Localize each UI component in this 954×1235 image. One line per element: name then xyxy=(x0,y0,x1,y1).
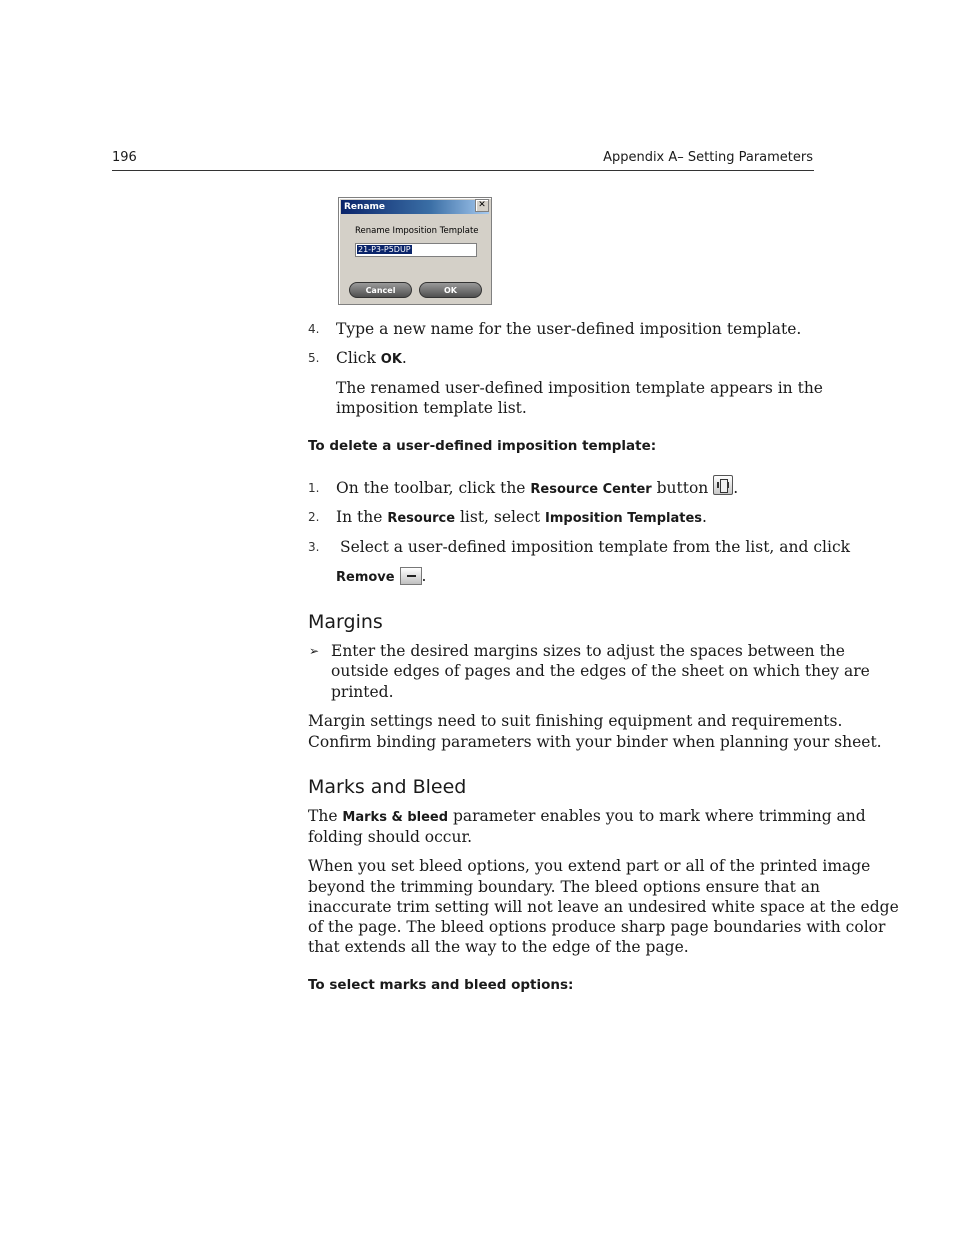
paragraph-line: that extends all the way to the edge of the page. xyxy=(308,938,689,956)
procedure-heading: To select marks and bleed options: xyxy=(308,977,574,993)
bullet-arrow-icon: ➢ xyxy=(309,644,320,658)
step-text-post: . xyxy=(401,349,407,367)
step-number: 4. xyxy=(308,322,320,336)
template-name-value: 21-P3-P5DUP xyxy=(358,245,411,254)
step-number: 3. xyxy=(308,540,320,554)
ui-term-ok: OK xyxy=(380,352,402,367)
paragraph-line: inaccurate trim setting will not leave an undesired white space at the edge xyxy=(308,898,899,916)
paragraph-line xyxy=(308,806,866,829)
section-heading-margins: Margins xyxy=(308,611,383,633)
paragraph-line: beyond the trimming boundary. The bleed options ensure that an xyxy=(308,878,821,896)
dialog-title: Rename xyxy=(341,200,489,214)
paragraph-line: Margin settings need to suit finishing equipment and requirements. xyxy=(308,712,843,730)
page-number: 196 xyxy=(112,150,137,165)
result-line: imposition template list. xyxy=(336,399,527,417)
ui-term-resource: Resource xyxy=(387,511,456,526)
step-text-mid: button xyxy=(651,479,709,497)
step-number: 5. xyxy=(308,351,320,365)
paragraph-line: Confirm binding parameters with your binder when planning your sheet. xyxy=(308,733,882,751)
section-heading-marks-and-bleed: Marks and Bleed xyxy=(308,776,467,798)
ui-term-marks-bleed: Marks & bleed xyxy=(342,810,449,825)
step-text-continuation xyxy=(336,566,426,589)
result-line: The renamed user-defined imposition template appears in the xyxy=(336,379,823,397)
ok-button[interactable]: OK xyxy=(419,282,482,298)
running-head: Appendix A– Setting Parameters xyxy=(603,150,813,165)
cancel-button[interactable]: Cancel xyxy=(349,282,412,298)
resource-center-icon xyxy=(713,475,733,495)
template-name-input[interactable] xyxy=(355,243,477,257)
step-text-mid: list, select xyxy=(455,508,546,526)
step-number: 2. xyxy=(308,510,320,524)
ui-term-remove: Remove xyxy=(336,570,395,585)
ui-term-resource-center: Resource Center xyxy=(530,482,652,497)
paragraph-line: When you set bleed options, you extend part or all of the printed image xyxy=(308,857,871,875)
text-pre: The xyxy=(308,807,343,825)
bullet-line: Enter the desired margins sizes to adjust the spaces between the xyxy=(331,642,845,660)
step-text: Select a user-defined imposition template from the list, and click xyxy=(340,538,851,556)
ui-term-imposition-templates: Imposition Templates xyxy=(545,511,703,526)
step-text-post: . xyxy=(421,567,427,585)
step-text xyxy=(336,348,407,371)
bullet-line: printed. xyxy=(331,683,394,701)
paragraph-line: folding should occur. xyxy=(308,828,473,846)
remove-icon xyxy=(400,567,422,585)
bullet-line: outside edges of pages and the edges of the sheet on which they are xyxy=(331,662,870,680)
step-text-post: . xyxy=(702,508,707,526)
step-text-post: . xyxy=(733,479,739,497)
step-text-pre: Click xyxy=(336,349,381,367)
text-post: parameter enables you to mark where trimming and xyxy=(448,807,866,825)
paragraph-line: of the page. The bleed options produce sharp page boundaries with color xyxy=(308,918,886,936)
step-text-pre: In the xyxy=(336,508,388,526)
header-rule xyxy=(112,170,814,171)
step-text xyxy=(336,507,707,530)
procedure-heading: To delete a user-defined imposition template: xyxy=(308,438,657,454)
step-text: Type a new name for the user-defined imposition template. xyxy=(336,320,802,338)
step-text-pre: On the toolbar, click the xyxy=(336,479,531,497)
close-icon[interactable]: ✕ xyxy=(475,199,489,212)
step-number: 1. xyxy=(308,481,320,495)
dialog-label: Rename Imposition Template xyxy=(355,226,479,236)
rename-dialog xyxy=(338,197,492,305)
step-text xyxy=(336,478,738,501)
